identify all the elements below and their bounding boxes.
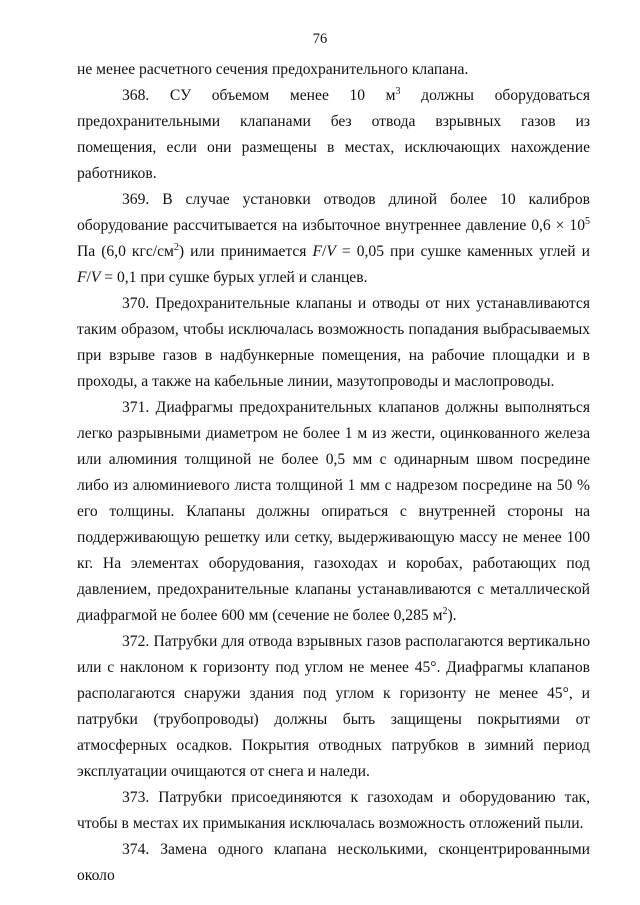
formula-operator: / [86, 269, 91, 286]
superscript: 5 [585, 216, 590, 227]
formula-variable: V [326, 243, 336, 260]
paragraph-text: = 0,1 при сушке бурых углей и сланцев. [100, 269, 368, 286]
document-body [77, 57, 590, 889]
formula-variable: F [77, 269, 87, 286]
paragraph-374 [77, 837, 590, 889]
paragraph-text: ) или принимается [178, 243, 313, 260]
paragraph-370 [77, 291, 590, 395]
paragraph-text: 369. В случае установки отводов длиной более 10 калибров оборудование рассчитывается на избыточное внутреннее давление 0,6 × 10 [77, 191, 590, 234]
paragraph-text: 371. Диафрагмы предохранительных клапанов должны выполняться легко разрывными диаметром не более 1 м из жести, оцинкованного железа или алюминия толщиной не более 0,5 мм с одинарным швом посредине либо из алюминиевого листа толщиной 1 мм с надрезом посредине на 50 % его толщины. Клапаны должны опираться с внутренней стороны на поддерживающую решетку или сетку, выдерживающую массу не менее 100 кг. На элементах оборудования, газоходах и коробах, работающих под давлением, предохранительные клапаны устанавливаются с металлической диафрагмой не более 600 мм (сечение не более 0,285 м [77, 399, 590, 624]
paragraph-text: = 0,05 при сушке каменных углей и [335, 243, 590, 260]
paragraph-text: 368. СУ объемом менее 10 м [122, 87, 396, 104]
formula-variable: V [90, 269, 101, 286]
superscript: 2 [442, 606, 448, 617]
paragraph-371 [77, 395, 590, 629]
paragraph-text: должны оборудоваться предохранительными клапанами без отвода взрывных газов из помещения, если они размещены в местах, исключающих нахождение работников. [77, 87, 590, 182]
superscript: 3 [395, 86, 401, 97]
paragraph-continuation [77, 57, 590, 83]
paragraph-372 [77, 629, 590, 785]
paragraph-text: Па (6,0 кгс/см [77, 243, 174, 260]
page-number: 76 [312, 31, 328, 47]
paragraph-text: ). [447, 607, 457, 624]
paragraph-text: 373. Патрубки присоединяются к газоходам и оборудованию так, чтобы в местах их примыкания исключалась возможность отложений пыли. [77, 789, 590, 832]
paragraph-text: 372. Патрубки для отвода взрывных газов располагаются вертикально или с наклоном к горизонту под углом не менее 45°. Диафрагмы клапанов располагаются снаружи здания под углом к горизонту не менее 45°, и патрубки (трубопроводы) должны быть защищены покрытиями от атмосферных осадков. Покрытия отводных патрубков в зимний период эксплуатации очищаются от снега и наледи. [77, 633, 590, 780]
formula-variable: F [312, 243, 323, 260]
paragraph-text: 370. Предохранительные клапаны и отводы от них устанавливаются таким образом, чтобы исключалась возможность попадания выбрасываемых при взрыве газов в надбункерные помещения, на рабочие площадки и в проходы, а также на кабельные линии, мазутопроводы и маслопроводы. [77, 295, 590, 390]
formula-operator: / [322, 243, 327, 260]
paragraph-369 [77, 187, 590, 291]
superscript: 2 [173, 242, 179, 253]
paragraph-373 [77, 785, 590, 837]
paragraph-text: 374. Замена одного клапана несколькими, сконцентрированными около [77, 841, 590, 884]
paragraph-text: не менее расчетного сечения предохранительного клапана. [77, 61, 469, 78]
paragraph-368 [77, 83, 590, 187]
